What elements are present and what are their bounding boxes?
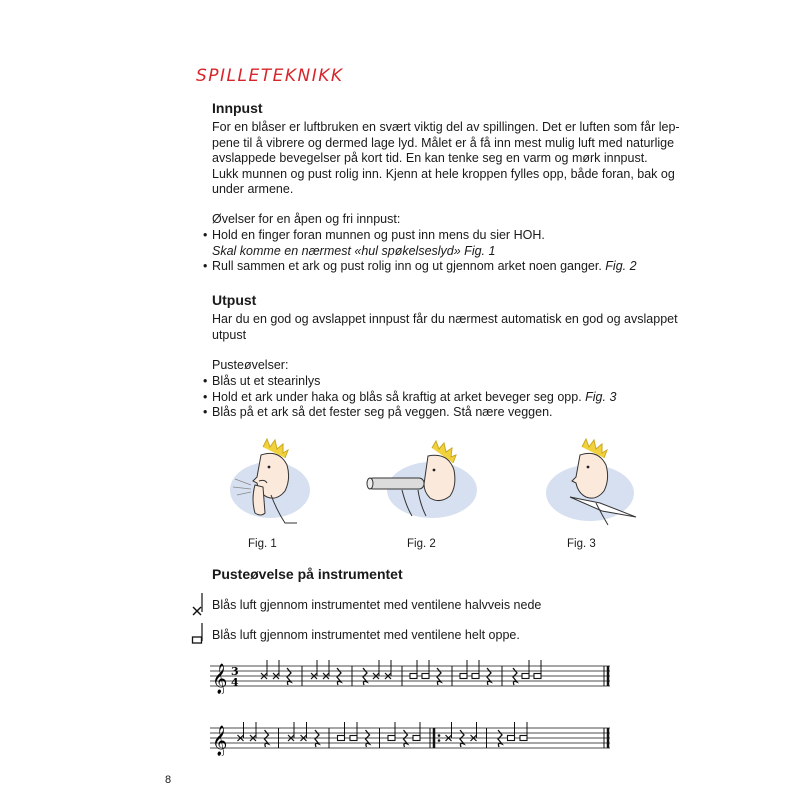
legend-x-note-text: Blås luft gjennom instrumentet med ventilene halvveis nede [212,598,542,612]
fig-reference: Fig. 3 [585,389,617,404]
fig1-caption: Fig. 1 [248,538,277,550]
fig3-caption: Fig. 3 [567,538,596,550]
half-note [472,660,479,679]
innpust-bullet-list [203,228,637,275]
section-title: SPILLETEKNIKK [196,66,344,86]
treble-clef-icon: 𝄞 [212,664,228,694]
fig2-caption: Fig. 2 [407,538,436,550]
bullet-text: Blås ut et stearinlys [212,374,321,388]
quarter-rest [487,668,491,685]
bullet-dot: • [203,405,208,419]
utpust-bullet-list [203,374,617,421]
fig1-illustration-finger-at-mouth [225,435,315,530]
quarter-rest [337,668,341,685]
music-staff-1 [210,660,615,694]
bullet-dot: • [203,389,208,404]
quarter-rest [287,668,291,685]
fig2-illustration-rolled-paper [362,440,482,530]
half-note [422,660,429,679]
page-number: 8 [165,774,172,786]
half-note [460,660,467,679]
bullet-text: Hold et ark under haka og blås så kraftig at arket beveger seg opp. [212,389,586,404]
paragraph-line: Har du en god og avslappet innpust får du nærmest automatisk en god og avslappet [212,312,678,326]
utpust-heading: Utpust [212,292,257,308]
half-note [413,722,420,741]
treble-clef-icon: 𝄞 [212,726,228,756]
repeat-dot [438,734,441,737]
list-item [203,374,616,390]
staff-notes [238,722,609,748]
x-note-icon [190,592,206,618]
quarter-rest [366,730,370,747]
half-note [520,722,527,741]
quarter-rest [513,668,517,685]
time-signature-bottom: 4 [231,676,239,689]
quarter-rest [315,730,319,747]
quarter-rest [265,730,269,747]
legend-half-note-text: Blås luft gjennom instrumentet med ventilene helt oppe. [212,628,520,642]
paragraph-line: Lukk munnen og pust rolig inn. Kjenn at hele kroppen fylles opp, både foran, bak og [212,166,675,181]
half-note [388,722,395,741]
half-note [350,722,357,741]
paragraph-line: For en blåser er luftbruken en svært viktig del av spillingen. Det er luften som får lep- [212,120,680,134]
repeat-dot [438,739,441,742]
innpust-exercises-intro: Øvelser for en åpen og fri innpust: [212,212,401,226]
paragraph-line: avslappede bevegelser på kort tid. En kan tenke seg en varm og mørk innpust. [212,151,648,165]
instrument-heading: Pusteøvelse på instrumentet [212,566,403,582]
list-item [203,228,637,244]
staff-notes [261,660,608,686]
bullet-dot: • [203,259,208,273]
paragraph-line: pene til å vibrere og dermed lage lyd. Målet er å få inn mest mulig luft med naturlige [212,135,675,150]
bullet-dot: • [203,374,208,388]
bullet-text: Blås på et ark så det fester seg på veggen. Stå nære veggen. [212,405,553,419]
bullet-dot: • [203,228,208,242]
list-item [203,405,616,421]
utpust-paragraph [212,312,678,343]
half-note [534,660,541,679]
quarter-rest [460,730,464,747]
quarter-rest [363,668,367,685]
innpust-heading: Innpust [212,100,263,116]
quarter-rest [404,730,408,747]
bullet-text: Hold en finger foran munnen og pust inn mens du sier HOH. [212,228,545,242]
fig-reference: Fig. 2 [605,259,637,273]
half-note [522,660,529,679]
half-note [410,660,417,679]
quarter-rest [498,730,502,747]
list-item [203,389,617,406]
half-note-icon [190,622,206,648]
half-note [338,722,345,741]
fig3-illustration-paper-under-chin [540,435,640,530]
bullet-note: Skal komme en nærmest «hul spøkelseslyd» Fig. 1 [212,243,496,258]
innpust-paragraph [212,120,680,198]
quarter-rest [437,668,441,685]
time-signature-top: 3 [231,665,239,678]
music-staff-2 [210,722,615,756]
half-note [508,722,515,741]
list-item [203,259,637,275]
paragraph-line: under armene. [212,182,294,196]
bullet-text: Rull sammen et ark og pust rolig inn og ut gjennom arket noen ganger. [212,259,606,273]
paragraph-line: utpust [212,327,247,342]
utpust-exercises-intro: Pusteøvelser: [212,358,289,372]
